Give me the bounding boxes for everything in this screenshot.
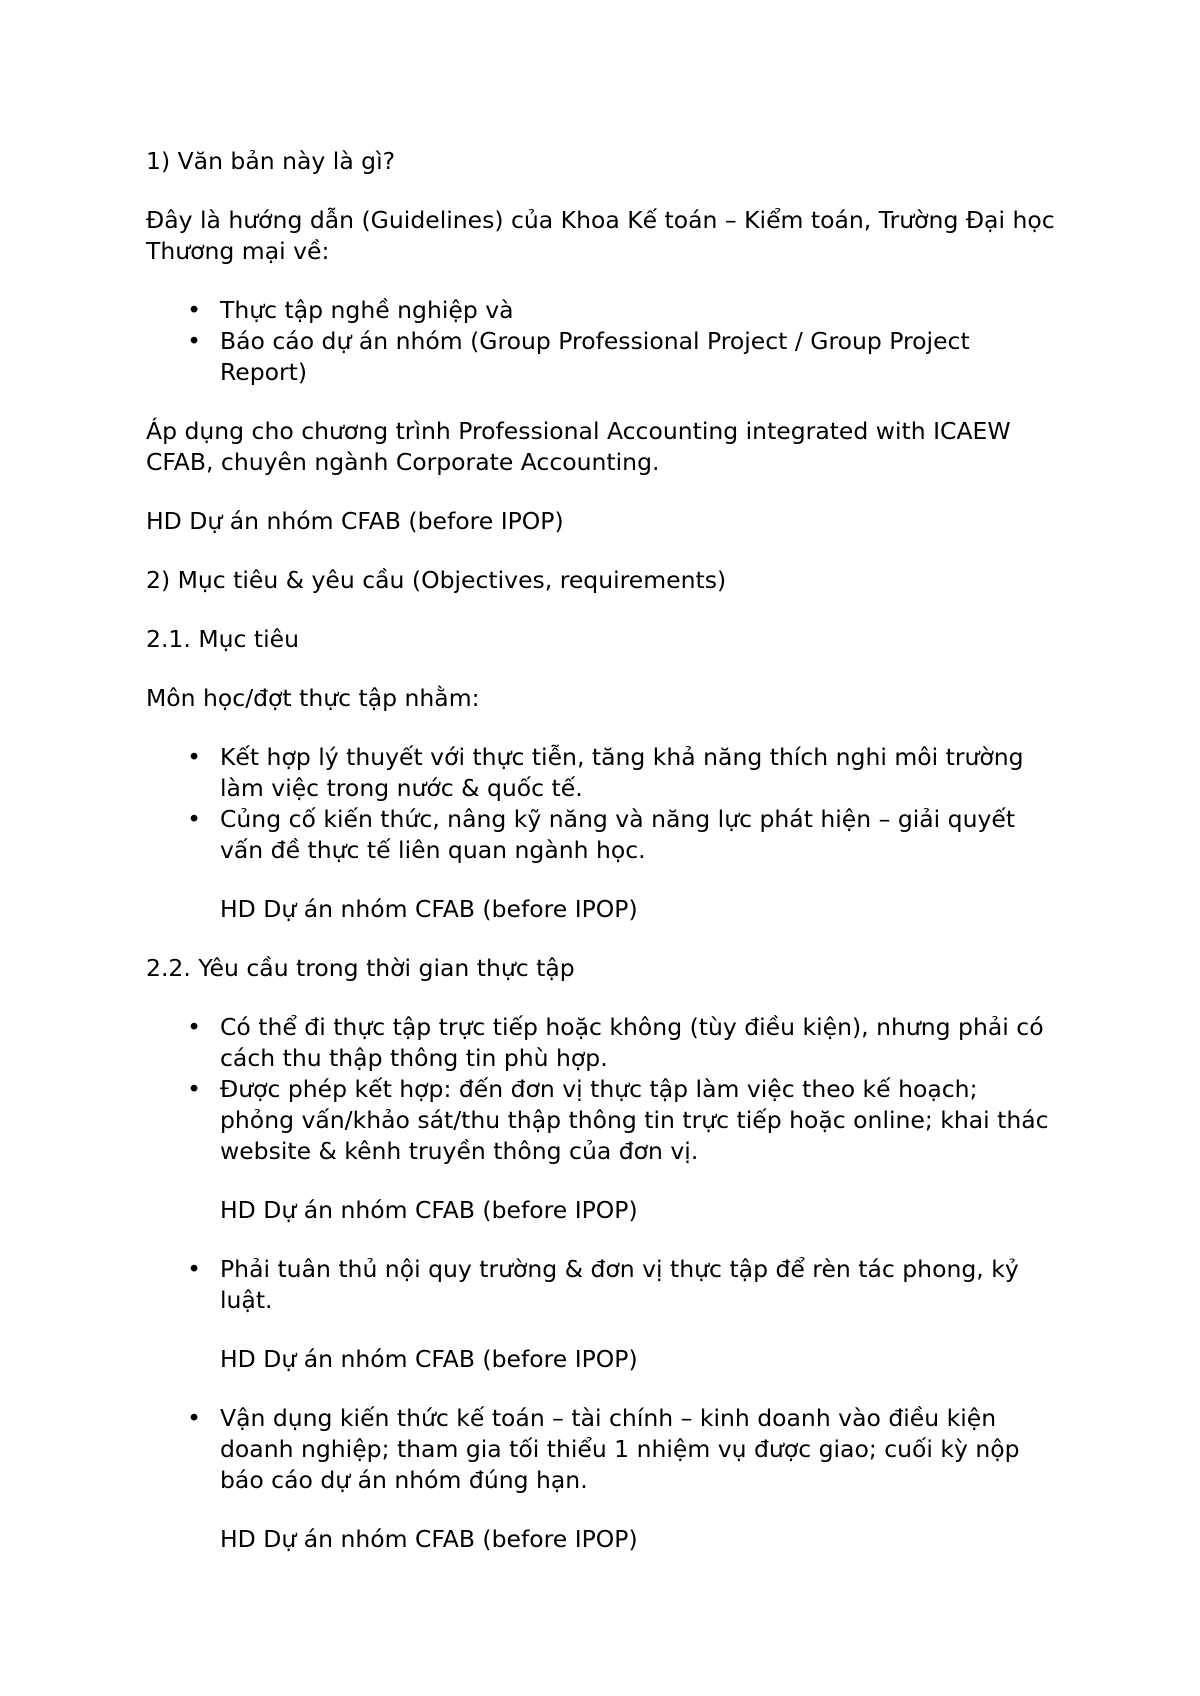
- bullet-icon: •: [187, 1013, 201, 1041]
- list-item-text: Có thể đi thực tập trực tiếp hoặc không (tùy điều kiện), nhưng phải có cách thu thập thông tin phù hợp.: [220, 1013, 1044, 1072]
- source-label: HD Dự án nhóm CFAB (before IPOP): [220, 1345, 638, 1373]
- list-item: [187, 742, 1056, 804]
- list-item: [187, 1403, 1056, 1555]
- list-item-text: Vận dụng kiến thức kế toán – tài chính – kinh doanh vào điều kiện doanh nghiệp; tham gia tối thiểu 1 nhiệm vụ được giao; cuối kỳ nộp báo cáo dự án nhóm đúng hạn.: [220, 1404, 1020, 1494]
- list-item: [187, 804, 1056, 925]
- list-item: [187, 295, 1056, 326]
- intro-paragraph: Đây là hướng dẫn (Guidelines) của Khoa Kế toán – Kiểm toán, Trường Đại học Thương mại về:: [146, 206, 1055, 265]
- objectives-list: [146, 742, 1056, 925]
- bullet-icon: •: [187, 1255, 201, 1283]
- list-item-text: Phải tuân thủ nội quy trường & đơn vị thực tập để rèn tác phong, kỷ luật.: [220, 1255, 1019, 1314]
- bullet-icon: •: [187, 1075, 201, 1103]
- section-heading-2: 2) Mục tiêu & yêu cầu (Objectives, requirements): [146, 566, 727, 594]
- list-item-text: Củng cố kiến thức, nâng kỹ năng và năng lực phát hiện – giải quyết vấn đề thực tế liên quan ngành học.: [220, 805, 1016, 864]
- subsection-heading-2-2: 2.2. Yêu cầu trong thời gian thực tập: [146, 954, 575, 982]
- list-item-text: Thực tập nghề nghiệp và: [220, 296, 514, 324]
- section-heading-1: 1) Văn bản này là gì?: [146, 147, 396, 175]
- list-item: [187, 1254, 1056, 1375]
- document-body: [146, 146, 1056, 1583]
- bullet-icon: •: [187, 805, 201, 833]
- apply-paragraph: Áp dụng cho chương trình Professional Accounting integrated with ICAEW CFAB, chuyên ngành Corporate Accounting.: [146, 417, 1011, 476]
- bullet-icon: •: [187, 327, 201, 355]
- list-item-text: Kết hợp lý thuyết với thực tiễn, tăng khả năng thích nghi môi trường làm việc trong nước & quốc tế.: [220, 743, 1024, 802]
- bullet-icon: •: [187, 1404, 201, 1432]
- list-item: [187, 1012, 1056, 1074]
- requirements-list: [146, 1012, 1056, 1555]
- list-item: [187, 326, 1056, 388]
- source-label: HD Dự án nhóm CFAB (before IPOP): [220, 1525, 638, 1553]
- list-item-text: Được phép kết hợp: đến đơn vị thực tập làm việc theo kế hoạch; phỏng vấn/khảo sát/thu thập thông tin trực tiếp hoặc online; khai thác website & kênh truyền thông của đơn vị.: [220, 1075, 1049, 1165]
- objectives-lead: Môn học/đợt thực tập nhằm:: [146, 684, 480, 712]
- subsection-heading-2-1: 2.1. Mục tiêu: [146, 625, 299, 653]
- list-item-text: Báo cáo dự án nhóm (Group Professional Project / Group Project Report): [220, 327, 970, 386]
- bullet-icon: •: [187, 743, 201, 771]
- source-label: HD Dự án nhóm CFAB (before IPOP): [220, 895, 638, 923]
- list-item: [187, 1074, 1056, 1226]
- bullet-icon: •: [187, 296, 201, 324]
- source-label: HD Dự án nhóm CFAB (before IPOP): [220, 1196, 638, 1224]
- intro-list: [146, 295, 1056, 388]
- source-label: HD Dự án nhóm CFAB (before IPOP): [146, 507, 564, 535]
